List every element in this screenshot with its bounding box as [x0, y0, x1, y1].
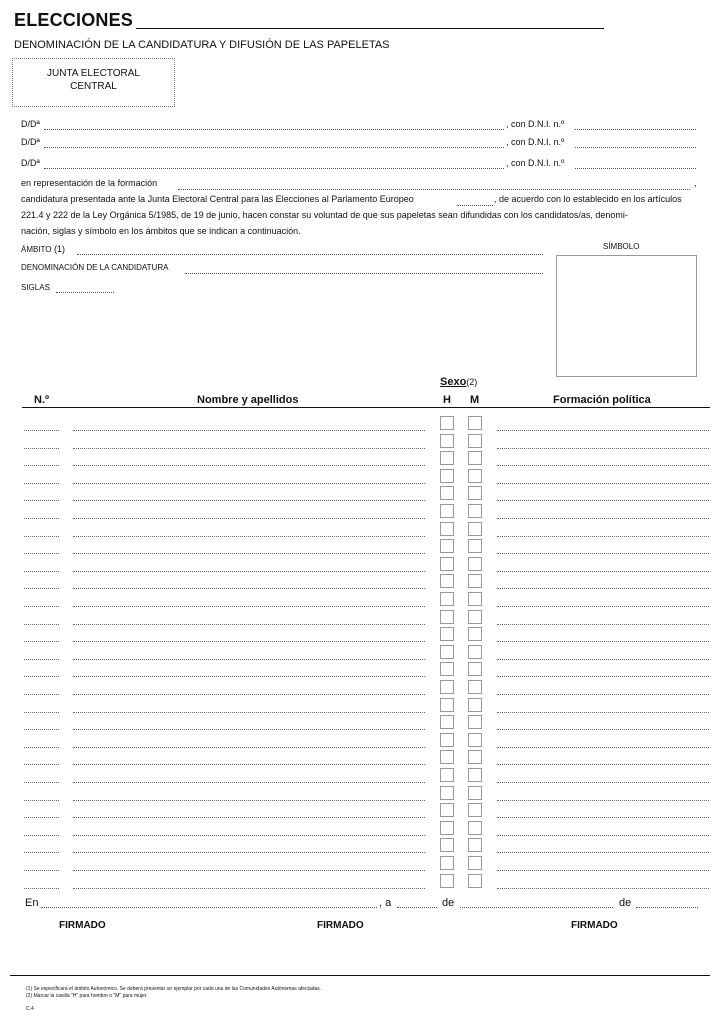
- sex-m-checkbox[interactable]: [468, 627, 482, 641]
- denominacion-label: DENOMINACIÓN DE LA CANDIDATURA: [21, 263, 169, 272]
- row-party-field[interactable]: [497, 852, 709, 853]
- row-number-field[interactable]: [24, 571, 59, 572]
- person-dni-field[interactable]: [575, 147, 696, 148]
- row-party-field[interactable]: [497, 430, 709, 431]
- firmado-2: FIRMADO: [317, 920, 364, 931]
- person-prefix: D/Dª: [21, 119, 40, 129]
- row-party-field[interactable]: [497, 694, 709, 695]
- sex-m-checkbox[interactable]: [468, 416, 482, 430]
- sex-m-checkbox[interactable]: [468, 434, 482, 448]
- row-number-field[interactable]: [24, 606, 59, 607]
- row-name-field[interactable]: [73, 712, 425, 713]
- form-title: ELECCIONES: [14, 10, 134, 30]
- de-label-1: de: [442, 897, 455, 909]
- row-name-field[interactable]: [73, 465, 425, 466]
- row-number-field[interactable]: [24, 782, 59, 783]
- row-party-field[interactable]: [497, 764, 709, 765]
- row-party-field[interactable]: [497, 588, 709, 589]
- row-number-field[interactable]: [24, 870, 59, 871]
- col-party-header: Formación política: [553, 394, 651, 406]
- person-name-field[interactable]: [44, 129, 504, 130]
- person-name-field[interactable]: [44, 168, 504, 169]
- sex-m-checkbox[interactable]: [468, 715, 482, 729]
- row-name-field[interactable]: [73, 782, 425, 783]
- row-number-field[interactable]: [24, 465, 59, 466]
- election-year-field[interactable]: [457, 205, 493, 206]
- row-party-field[interactable]: [497, 659, 709, 660]
- row-name-field[interactable]: [73, 571, 425, 572]
- sexo-note: (2): [466, 377, 478, 387]
- footnote-2: (2) Marcar la casilla "H" para hombre o "M" para mujer.: [26, 993, 148, 999]
- row-name-field[interactable]: [73, 888, 425, 889]
- row-number-field[interactable]: [24, 641, 59, 642]
- junta-line2: CENTRAL: [70, 81, 117, 92]
- row-party-field[interactable]: [497, 448, 709, 449]
- sex-h-checkbox[interactable]: [440, 469, 454, 483]
- sex-m-checkbox[interactable]: [468, 856, 482, 870]
- row-name-field[interactable]: [73, 870, 425, 871]
- person-prefix: D/Dª: [21, 158, 40, 168]
- row-number-field[interactable]: [24, 483, 59, 484]
- row-name-field[interactable]: [73, 500, 425, 501]
- row-party-field[interactable]: [497, 571, 709, 572]
- firmado-3: FIRMADO: [571, 920, 618, 931]
- ambito-field[interactable]: [77, 254, 543, 255]
- row-number-field[interactable]: [24, 430, 59, 431]
- row-name-field[interactable]: [73, 764, 425, 765]
- sex-h-checkbox[interactable]: [440, 733, 454, 747]
- col-name-header: Nombre y apellidos: [197, 394, 299, 406]
- row-number-field[interactable]: [24, 518, 59, 519]
- row-party-field[interactable]: [497, 536, 709, 537]
- sex-m-checkbox[interactable]: [468, 486, 482, 500]
- row-party-field[interactable]: [497, 729, 709, 730]
- sex-m-checkbox[interactable]: [468, 680, 482, 694]
- sex-m-checkbox[interactable]: [468, 469, 482, 483]
- row-name-field[interactable]: [73, 448, 425, 449]
- de-label-2: de: [619, 897, 632, 909]
- ambito-row: [21, 244, 65, 254]
- sex-m-checkbox[interactable]: [468, 574, 482, 588]
- sex-m-checkbox[interactable]: [468, 874, 482, 888]
- row-party-field[interactable]: [497, 518, 709, 519]
- ambito-label: ÁMBITO: [21, 245, 52, 254]
- row-name-field[interactable]: [73, 659, 425, 660]
- year-field[interactable]: [636, 907, 698, 908]
- sex-m-checkbox[interactable]: [468, 698, 482, 712]
- junta-line1: JUNTA ELECTORAL: [47, 68, 140, 79]
- sex-h-checkbox[interactable]: [440, 786, 454, 800]
- sex-m-checkbox[interactable]: [468, 645, 482, 659]
- sex-h-checkbox[interactable]: [440, 662, 454, 676]
- sex-h-checkbox[interactable]: [440, 504, 454, 518]
- row-party-field[interactable]: [497, 500, 709, 501]
- month-field[interactable]: [460, 907, 613, 908]
- a-label: , a: [379, 897, 392, 909]
- row-number-field[interactable]: [24, 659, 59, 660]
- sex-m-checkbox[interactable]: [468, 838, 482, 852]
- simbolo-label: SÍMBOLO: [603, 242, 640, 251]
- row-party-field[interactable]: [497, 800, 709, 801]
- person-prefix: D/Dª: [21, 137, 40, 147]
- row-party-field[interactable]: [497, 606, 709, 607]
- sex-h-checkbox[interactable]: [440, 821, 454, 835]
- row-party-field[interactable]: [497, 465, 709, 466]
- row-number-field[interactable]: [24, 624, 59, 625]
- row-name-field[interactable]: [73, 536, 425, 537]
- row-number-field[interactable]: [24, 835, 59, 836]
- sex-h-checkbox[interactable]: [440, 698, 454, 712]
- representation-line1-label: en representación de la formación: [21, 178, 158, 188]
- representation-line2-b: , de acuerdo con lo establecido en los artículos: [494, 194, 682, 204]
- row-number-field[interactable]: [24, 448, 59, 449]
- col-num-header: N.º: [34, 394, 50, 406]
- row-party-field[interactable]: [497, 676, 709, 677]
- row-number-field[interactable]: [24, 553, 59, 554]
- row-party-field[interactable]: [497, 835, 709, 836]
- row-number-field[interactable]: [24, 588, 59, 589]
- en-label: En: [25, 897, 39, 909]
- row-party-field[interactable]: [497, 747, 709, 748]
- sex-h-checkbox[interactable]: [440, 592, 454, 606]
- row-party-field[interactable]: [497, 624, 709, 625]
- sex-h-checkbox[interactable]: [440, 627, 454, 641]
- footer-rule: [10, 975, 710, 976]
- row-name-field[interactable]: [73, 430, 425, 431]
- row-number-field[interactable]: [24, 676, 59, 677]
- sex-h-checkbox[interactable]: [440, 856, 454, 870]
- sex-h-checkbox[interactable]: [440, 715, 454, 729]
- person-dni-field[interactable]: [575, 168, 696, 169]
- sex-h-checkbox[interactable]: [440, 416, 454, 430]
- sex-h-checkbox[interactable]: [440, 574, 454, 588]
- row-number-field[interactable]: [24, 817, 59, 818]
- sex-h-checkbox[interactable]: [440, 768, 454, 782]
- row-number-field[interactable]: [24, 852, 59, 853]
- row-name-field[interactable]: [73, 852, 425, 853]
- row-number-field[interactable]: [24, 764, 59, 765]
- representation-line3: 221.4 y 222 de la Ley Orgánica 5/1985, de 19 de junio, hacen constar su voluntad de que sus papeletas sean difundidas con los candidatos/as, denomi-: [21, 210, 628, 220]
- sex-m-checkbox[interactable]: [468, 451, 482, 465]
- footnote-1: (1) Se especificará el ámbito Autonómico. Se deberá presentar un ejemplar por cada una de las Comunidades Autónomas afectadas.: [26, 986, 322, 992]
- sex-h-checkbox[interactable]: [440, 486, 454, 500]
- row-party-field[interactable]: [497, 817, 709, 818]
- denominacion-field[interactable]: [185, 273, 543, 274]
- sex-m-checkbox[interactable]: [468, 786, 482, 800]
- sex-h-checkbox[interactable]: [440, 874, 454, 888]
- title-underline: [136, 28, 604, 29]
- col-h-header: H: [443, 394, 451, 406]
- person-dni-label: , con D.N.I. n.º: [506, 158, 565, 168]
- row-name-field[interactable]: [73, 518, 425, 519]
- form-subtitle: DENOMINACIÓN DE LA CANDIDATURA Y DIFUSIÓN DE LAS PAPELETAS: [14, 39, 390, 51]
- row-name-field[interactable]: [73, 800, 425, 801]
- sex-m-checkbox[interactable]: [468, 557, 482, 571]
- row-number-field[interactable]: [24, 729, 59, 730]
- siglas-label: SIGLAS: [21, 283, 50, 292]
- row-name-field[interactable]: [73, 606, 425, 607]
- row-party-field[interactable]: [497, 641, 709, 642]
- simbolo-box[interactable]: [556, 255, 697, 377]
- sex-m-checkbox[interactable]: [468, 610, 482, 624]
- row-name-field[interactable]: [73, 676, 425, 677]
- person-dni-label: , con D.N.I. n.º: [506, 137, 565, 147]
- row-name-field[interactable]: [73, 588, 425, 589]
- representation-comma: ,: [694, 178, 697, 188]
- row-name-field[interactable]: [73, 641, 425, 642]
- row-number-field[interactable]: [24, 712, 59, 713]
- row-number-field[interactable]: [24, 747, 59, 748]
- representation-line4: nación, siglas y símbolo en los ámbitos que se indican a continuación.: [21, 226, 301, 236]
- sex-m-checkbox[interactable]: [468, 662, 482, 676]
- sex-h-checkbox[interactable]: [440, 557, 454, 571]
- row-name-field[interactable]: [73, 624, 425, 625]
- sex-m-checkbox[interactable]: [468, 592, 482, 606]
- row-name-field[interactable]: [73, 729, 425, 730]
- representation-line2: [21, 194, 414, 204]
- sex-h-checkbox[interactable]: [440, 645, 454, 659]
- sexo-header: [440, 376, 477, 388]
- day-field[interactable]: [397, 907, 437, 908]
- row-number-field[interactable]: [24, 536, 59, 537]
- row-party-field[interactable]: [497, 782, 709, 783]
- sex-m-checkbox[interactable]: [468, 733, 482, 747]
- row-party-field[interactable]: [497, 712, 709, 713]
- row-party-field[interactable]: [497, 888, 709, 889]
- firmado-1: FIRMADO: [59, 920, 106, 931]
- sex-m-checkbox[interactable]: [468, 821, 482, 835]
- sex-h-checkbox[interactable]: [440, 803, 454, 817]
- row-party-field[interactable]: [497, 553, 709, 554]
- person-dni-label: , con D.N.I. n.º: [506, 119, 565, 129]
- row-number-field[interactable]: [24, 800, 59, 801]
- formation-field[interactable]: [178, 189, 690, 190]
- row-name-field[interactable]: [73, 835, 425, 836]
- person-name-field[interactable]: [44, 147, 504, 148]
- row-name-field[interactable]: [73, 553, 425, 554]
- table-header-rule: [22, 407, 710, 408]
- junta-electoral-box: [12, 58, 175, 107]
- row-number-field[interactable]: [24, 888, 59, 889]
- sex-m-checkbox[interactable]: [468, 539, 482, 553]
- ambito-note: (1): [54, 244, 66, 254]
- row-party-field[interactable]: [497, 870, 709, 871]
- representation-line2-a: candidatura presentada ante la Junta Electoral Central para las Elecciones al Parlamento Europeo: [21, 194, 414, 204]
- row-number-field[interactable]: [24, 500, 59, 501]
- siglas-field[interactable]: [56, 292, 114, 293]
- row-party-field[interactable]: [497, 483, 709, 484]
- sex-m-checkbox[interactable]: [468, 803, 482, 817]
- sex-m-checkbox[interactable]: [468, 522, 482, 536]
- sex-h-checkbox[interactable]: [440, 434, 454, 448]
- row-name-field[interactable]: [73, 694, 425, 695]
- sex-h-checkbox[interactable]: [440, 539, 454, 553]
- sex-m-checkbox[interactable]: [468, 768, 482, 782]
- sex-h-checkbox[interactable]: [440, 838, 454, 852]
- row-name-field[interactable]: [73, 817, 425, 818]
- col-m-header: M: [470, 394, 480, 406]
- row-name-field[interactable]: [73, 747, 425, 748]
- sex-m-checkbox[interactable]: [468, 504, 482, 518]
- sex-h-checkbox[interactable]: [440, 680, 454, 694]
- person-dni-field[interactable]: [575, 129, 696, 130]
- row-number-field[interactable]: [24, 694, 59, 695]
- sex-h-checkbox[interactable]: [440, 522, 454, 536]
- form-code: C.4: [26, 1006, 34, 1012]
- sex-m-checkbox[interactable]: [468, 750, 482, 764]
- sexo-label: Sexo: [440, 376, 467, 388]
- sex-h-checkbox[interactable]: [440, 451, 454, 465]
- place-field[interactable]: [41, 907, 377, 908]
- sex-h-checkbox[interactable]: [440, 750, 454, 764]
- sex-h-checkbox[interactable]: [440, 610, 454, 624]
- row-name-field[interactable]: [73, 483, 425, 484]
